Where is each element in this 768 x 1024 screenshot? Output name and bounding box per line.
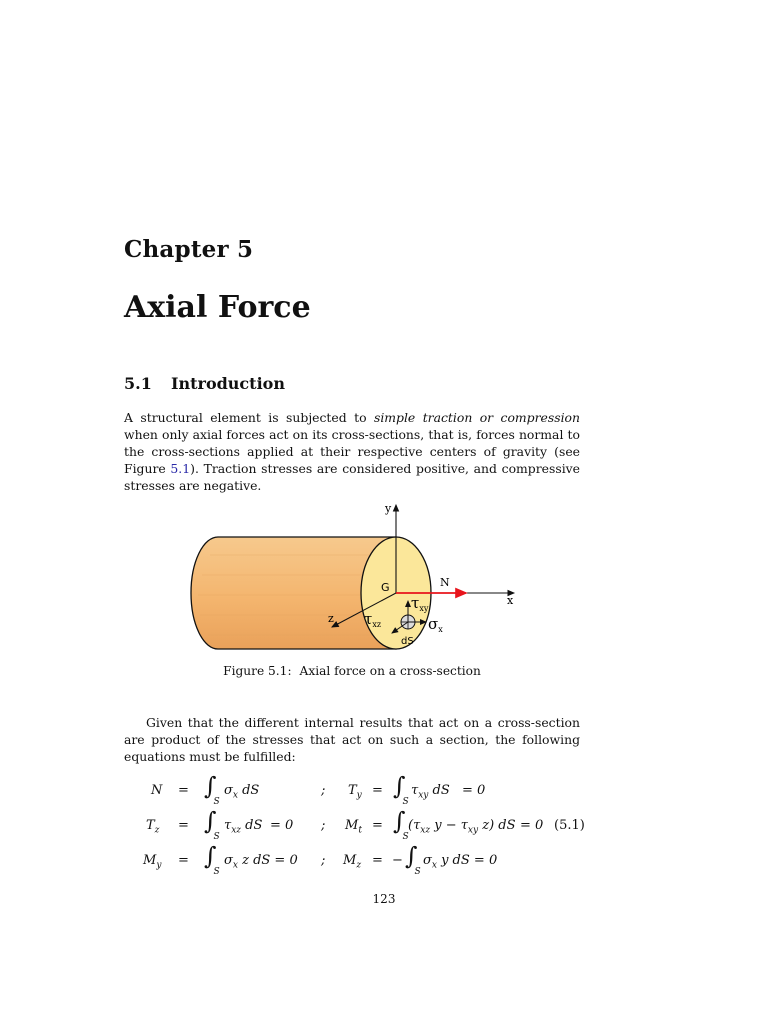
page-number: 123 (372, 892, 396, 906)
eq-row1-left-integrand: $\sigma_x$ dS (224, 783, 260, 801)
chapter-label: Chapter 5 (124, 236, 254, 263)
eq-row2-rhs-tail: = 0 (520, 818, 544, 833)
eq-row3-rhs-lhs: $M_z$ (343, 853, 362, 871)
eq-row1-right-integral: $\int_S$ (393, 772, 409, 807)
eq-row3-equals: = (178, 853, 189, 868)
eq-row3-separator: ; (321, 853, 326, 868)
eq-row1-lhs: N (151, 783, 163, 798)
caption-text: Axial force on a cross-section (299, 664, 481, 678)
eq-row1-equals: = (178, 783, 189, 798)
eq-row1-rhs-equals: = (372, 783, 383, 798)
eq-row2-left-tail: = 0 (270, 818, 294, 833)
eq-row2-equals: = (178, 818, 189, 833)
intro-text-end: ). Traction stresses are considered positive, and compressive stresses are negative. (124, 461, 580, 493)
eq-row2-right-integral: $\int_S$ (393, 807, 409, 842)
eq-row3-rhs-sign: − (392, 853, 403, 868)
figure-reference-link[interactable]: 5.1 (170, 461, 191, 476)
label-x: x (507, 594, 514, 607)
eq-row3-right-integral: $\int_S$ (405, 842, 421, 877)
section-number: 5.1 (124, 374, 152, 393)
eq-row1-right-integrand: $\tau_{xy}$ dS (411, 783, 450, 801)
figure-caption (124, 664, 580, 678)
eq-row2-left-integral: $\int_S$ (204, 807, 220, 842)
equations-intro-paragraph: Given that the different internal results that act on a cross-section are product of the stresses that act on such a section, the following equations must be fulfilled: (124, 715, 580, 764)
cross-section-figure (180, 495, 540, 660)
intro-text-middle: when only axial forces act on its cross-sections, that is, forces normal to the cross-sections applied at their respective centers of gravity (see Figure (124, 427, 580, 476)
caption-label: Figure 5.1: (223, 664, 292, 678)
eq-row2-right-integrand: ($\tau_{xz}$ $y - \tau_{xy}$ z) dS (408, 818, 516, 836)
intro-emphasis: simple traction or compression (373, 410, 580, 425)
eq-row3-left-integrand: $\sigma_x$ z dS = 0 (224, 853, 298, 871)
eq-row3-left-integral: $\int_S$ (204, 842, 220, 877)
intro-text-start: A structural element is subjected to (124, 410, 374, 425)
eq-row2-rhs-lhs: $M_t$ (345, 818, 362, 836)
eq-row2-separator: ; (321, 818, 326, 833)
label-tau-xz: $\tau_{xz}$ (364, 610, 382, 629)
eq-row2-left-integrand: $\tau_{xz}$ dS (224, 818, 263, 836)
label-tau-xy: $\tau_{xy}$ (411, 594, 429, 613)
label-y: y (385, 502, 392, 515)
label-sigma-x: $\sigma_x$ (428, 615, 443, 634)
eq-row2-rhs-equals: = (372, 818, 383, 833)
eq-row3-lhs: $M_y$ (143, 853, 162, 871)
label-ds: dS (401, 636, 414, 647)
section-heading (124, 374, 285, 393)
label-N: N (440, 576, 450, 589)
equation-number: (5.1) (554, 818, 585, 833)
eq-row1-left-integral: $\int_S$ (204, 772, 220, 807)
eq-row1-separator: ; (321, 783, 326, 798)
label-z: z (328, 612, 334, 625)
eq-row1-rhs-tail: = 0 (462, 783, 486, 798)
section-title: Introduction (171, 374, 285, 393)
eq-row3-rhs-equals: = (372, 853, 383, 868)
eq-row1-rhs-lhs: $T_y$ (348, 783, 362, 801)
chapter-title: Axial Force (124, 290, 311, 325)
eq-row3-right-integrand: $\sigma_x$ y dS = 0 (423, 853, 498, 871)
label-G: G (381, 581, 390, 594)
eq-row2-lhs: $T_z$ (146, 818, 160, 836)
intro-paragraph (124, 409, 580, 494)
